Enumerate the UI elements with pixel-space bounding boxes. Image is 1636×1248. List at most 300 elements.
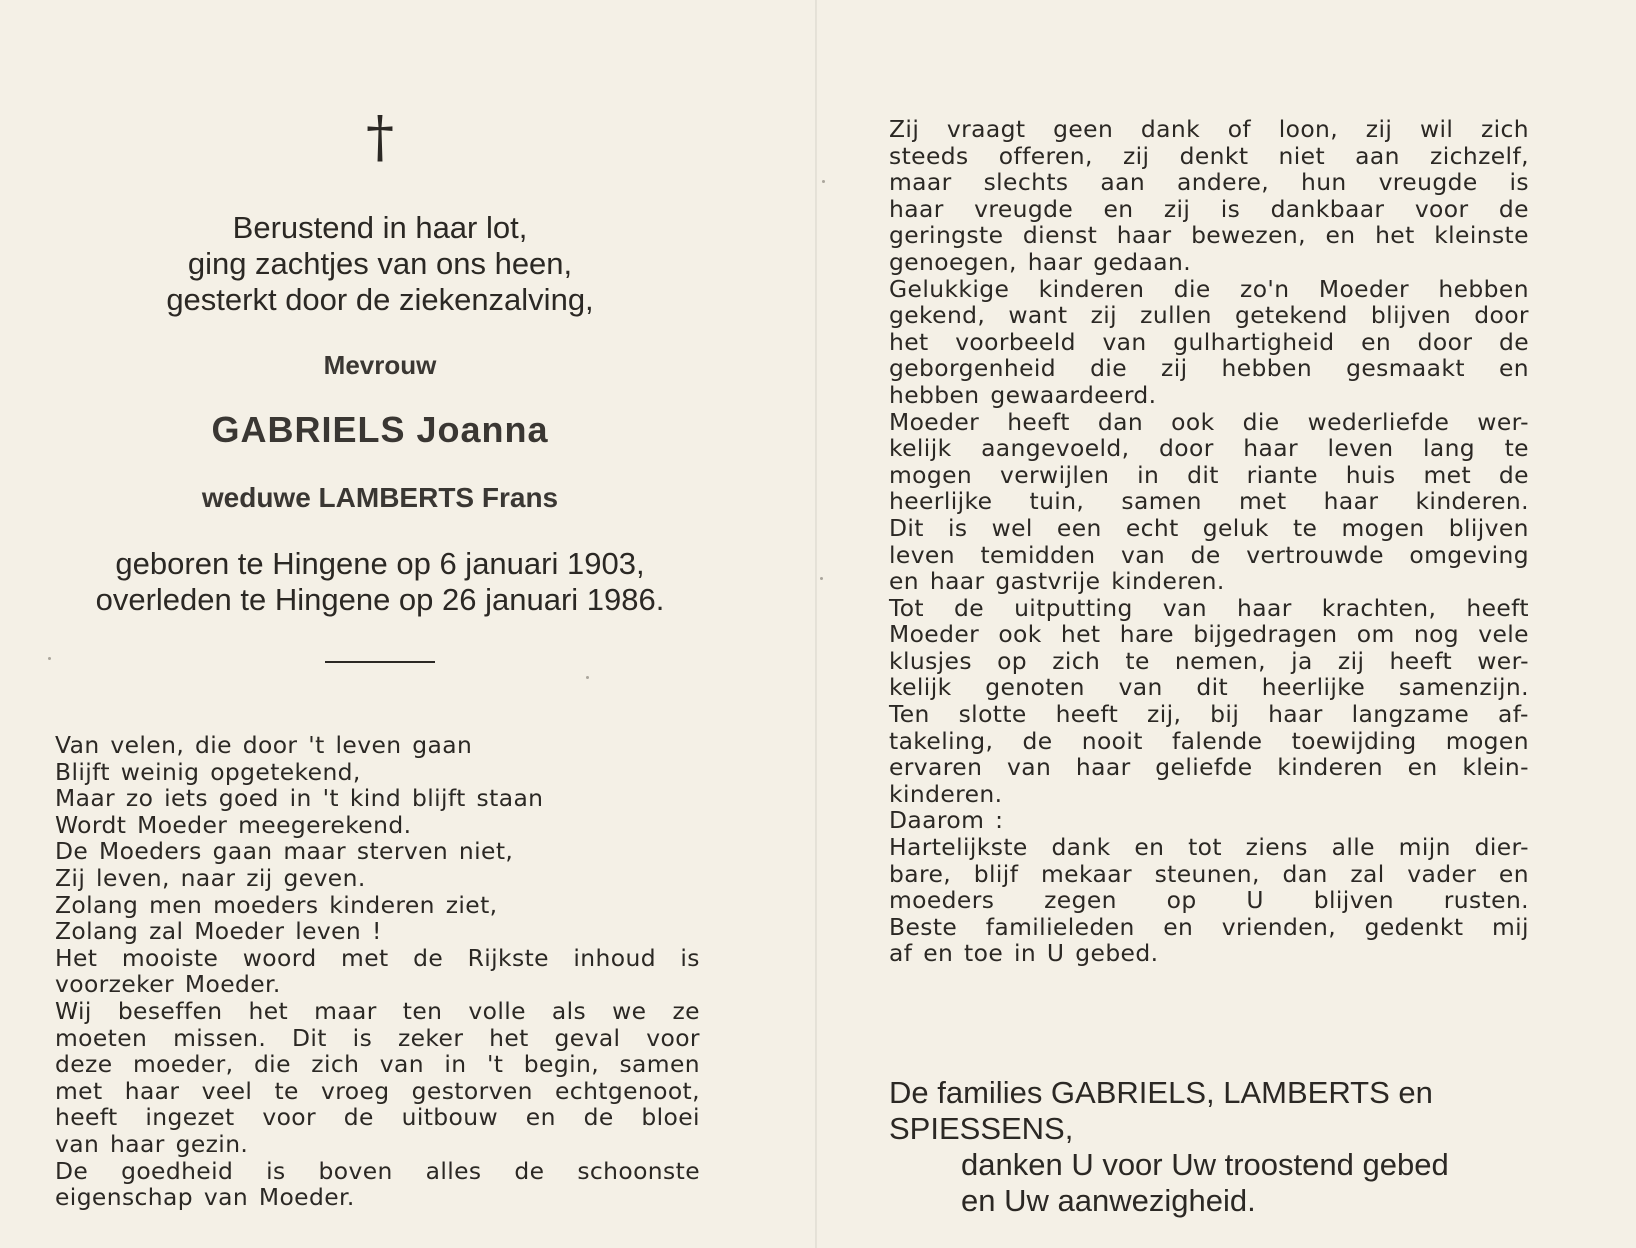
word: is — [266, 1156, 286, 1185]
word: ook — [998, 620, 1042, 649]
word: Hartelijkste — [889, 833, 1028, 862]
text-line — [889, 701, 1529, 728]
word: met — [1239, 487, 1287, 516]
word: mogen — [1445, 726, 1529, 755]
word: aangevoeld, — [981, 434, 1130, 463]
text-line-content: Van velen, die door 't leven gaan — [55, 731, 473, 759]
word: Zij — [889, 115, 920, 143]
word: vader — [1407, 859, 1477, 888]
word: dier- — [1474, 833, 1529, 862]
thanks-line: danken U voor Uw troostend gebed — [961, 1147, 1449, 1182]
text-line — [55, 1104, 700, 1131]
word: takeling, — [889, 726, 994, 755]
text-line-content: van haar gezin. — [55, 1129, 249, 1158]
text-line — [889, 940, 1529, 967]
word: Ten — [889, 700, 930, 729]
word: echtgenoot, — [555, 1076, 700, 1105]
deceased-name: GABRIELS Joanna — [211, 409, 549, 450]
word: heeft — [1466, 593, 1529, 622]
word: 't — [486, 1050, 504, 1079]
text-line — [889, 674, 1529, 701]
word: de — [343, 1103, 374, 1132]
word: denkt — [1179, 141, 1249, 170]
word: Wij — [55, 996, 92, 1025]
text-line — [55, 1158, 700, 1185]
word: blijven — [1448, 513, 1529, 542]
word: ziens — [1245, 833, 1308, 862]
word: mogen — [889, 460, 973, 489]
word: hare — [1119, 620, 1174, 649]
word: familieleden — [985, 912, 1135, 941]
word: kinderen — [1277, 753, 1383, 782]
text-line-content: kinderen. — [889, 779, 1003, 808]
word: af- — [1497, 700, 1529, 729]
word: Dit — [291, 1023, 327, 1052]
word: mooiste — [121, 943, 219, 972]
birth-line: geboren te Hingene op 6 januari 1903, — [115, 546, 645, 581]
text-line — [55, 865, 700, 892]
word: geen — [1053, 115, 1114, 143]
word: samen — [619, 1050, 700, 1079]
text-line — [889, 914, 1529, 941]
text-line-content: Blijft weinig opgetekend, — [55, 757, 361, 786]
word: dit — [1187, 460, 1219, 489]
word: op — [1166, 886, 1197, 915]
word: klein- — [1462, 753, 1529, 782]
word: ook — [1171, 407, 1215, 436]
word: woord — [242, 943, 317, 972]
word: de — [954, 593, 985, 622]
word: en — [1103, 194, 1134, 223]
word: van — [1120, 540, 1166, 569]
thanks-line: en Uw aanwezigheid. — [961, 1183, 1256, 1218]
card-fold — [815, 0, 817, 1248]
text-line — [889, 861, 1529, 888]
word: gedenkt — [1364, 912, 1464, 941]
word: die — [1090, 354, 1127, 383]
word: wel — [991, 513, 1033, 542]
word: heeft — [1055, 700, 1119, 729]
word: dank — [1140, 115, 1201, 143]
word: toewijding — [1291, 726, 1417, 755]
text-line — [55, 812, 700, 839]
word: mogen — [1341, 513, 1425, 542]
word: vele — [1478, 620, 1529, 649]
word: falende — [1172, 726, 1263, 755]
word: Gelukkige — [889, 274, 1010, 303]
text-line — [55, 918, 700, 945]
word: echt — [1125, 513, 1179, 542]
word: riante — [1246, 460, 1318, 489]
word: leven — [889, 540, 955, 569]
word: gestorven — [411, 1076, 533, 1105]
widow-of: weduwe LAMBERTS Frans — [201, 482, 559, 513]
text-line-content: De Moeders gaan maar sterven niet, — [55, 837, 514, 866]
word: Moeder — [1318, 274, 1410, 303]
word: haar — [1075, 753, 1131, 782]
word: mij — [1491, 912, 1529, 941]
text-line — [889, 595, 1529, 622]
word: is — [1509, 168, 1529, 197]
text-line — [889, 382, 1529, 409]
text-line — [889, 621, 1529, 648]
word: bloei — [641, 1103, 700, 1132]
word: hebben — [1221, 354, 1313, 383]
word: het — [1375, 221, 1415, 250]
word: het — [489, 1023, 529, 1052]
word: dit — [1196, 673, 1229, 702]
intro-text — [0, 210, 760, 318]
word: voor — [646, 1023, 700, 1052]
word: vreugde — [974, 194, 1074, 223]
word: heerlijke — [1261, 673, 1366, 702]
word: huis — [1345, 460, 1396, 489]
word: de — [514, 1156, 545, 1185]
text-line — [55, 785, 700, 812]
word: dank — [1051, 833, 1111, 862]
word: om — [1356, 620, 1395, 649]
word: wil — [1419, 115, 1454, 143]
word: nooit — [1081, 726, 1143, 755]
word: zij — [1161, 354, 1188, 383]
word: blijven — [1313, 886, 1394, 915]
thanks-line: SPIESSENS, — [889, 1111, 1074, 1146]
word: heeft — [1007, 407, 1070, 436]
word: bij — [1210, 700, 1240, 729]
word: heeft — [55, 1103, 118, 1132]
word: en — [1361, 327, 1392, 356]
word: ten — [402, 996, 443, 1025]
word: gekend, — [889, 301, 986, 330]
word: of — [1227, 115, 1252, 143]
text-line — [889, 648, 1529, 675]
word: die — [253, 1050, 291, 1079]
word: is — [352, 1023, 373, 1052]
word: uitbouw — [401, 1103, 499, 1132]
text-line-content: eigenschap van Moeder. — [55, 1183, 355, 1212]
word: van — [1118, 673, 1163, 702]
word: geborgenheid — [889, 354, 1057, 383]
word: vreugde — [1378, 168, 1478, 197]
text-line-content: genoegen, haar gedaan. — [889, 247, 1192, 276]
paper-speck — [586, 676, 589, 679]
word: zij — [1337, 646, 1365, 675]
word: schoonste — [577, 1156, 700, 1185]
word: krachten, — [1321, 593, 1437, 622]
word: kleinste — [1434, 221, 1529, 250]
text-line-content: en haar gastvrije kinderen. — [889, 567, 1225, 596]
word: De — [55, 1156, 89, 1185]
text-line — [55, 1051, 700, 1078]
text-line — [889, 302, 1529, 329]
word: boven — [318, 1156, 393, 1185]
paper-speck — [820, 577, 823, 580]
word: wederliefde — [1307, 407, 1450, 436]
word: volle — [468, 996, 526, 1025]
word: van — [1162, 593, 1207, 622]
word: vroeg — [321, 1076, 390, 1105]
word: de — [1498, 194, 1529, 223]
word: dan — [1097, 407, 1144, 436]
word: dienst — [1022, 221, 1098, 250]
text-line — [55, 998, 700, 1025]
word: klusjes — [889, 646, 972, 675]
word: op — [997, 646, 1028, 675]
word: en — [1325, 221, 1356, 250]
word: kinderen — [1038, 274, 1145, 303]
word: en — [1407, 753, 1438, 782]
word: en — [1498, 354, 1529, 383]
word: getekend — [1235, 301, 1348, 330]
word: mekaar — [1040, 859, 1132, 888]
word: en — [1498, 859, 1529, 888]
word: zich — [1052, 646, 1101, 675]
text-line — [889, 409, 1529, 436]
word: van — [1007, 753, 1052, 782]
word: slotte — [958, 700, 1027, 729]
text-line — [889, 488, 1529, 515]
word: van — [1102, 327, 1147, 356]
word: verwijlen — [1000, 460, 1110, 489]
word: en — [1134, 833, 1165, 862]
word: rusten. — [1443, 886, 1529, 915]
word: als — [551, 996, 587, 1025]
text-line-content: af en toe in U gebed. — [889, 939, 1159, 968]
text-line — [889, 462, 1529, 489]
word: samen — [1121, 487, 1202, 516]
word: die — [1173, 274, 1211, 303]
word: ja — [1291, 646, 1313, 675]
word: steeds — [889, 141, 969, 170]
word: die — [1242, 407, 1280, 436]
word: hun — [1300, 168, 1347, 197]
word: steunen, — [1154, 859, 1260, 888]
intro-line: ging zachtjes van ons heen, — [187, 246, 573, 281]
text-line — [889, 435, 1529, 462]
thanks-line: De families GABRIELS, LAMBERTS en — [889, 1075, 1433, 1110]
word: kelijk — [889, 673, 952, 702]
word: lang — [1422, 434, 1476, 463]
word: missen. — [173, 1023, 267, 1052]
word: omgeving — [1409, 540, 1529, 569]
word: de — [583, 1103, 614, 1132]
word: niet — [1278, 141, 1326, 170]
word: vertrouwde — [1246, 540, 1384, 569]
word: mijn — [1398, 833, 1451, 862]
word: want — [1008, 301, 1068, 330]
word: dankbaar — [1270, 194, 1385, 223]
word: tot — [1188, 833, 1222, 862]
word: een — [1056, 513, 1102, 542]
word: maar — [889, 168, 952, 197]
life-dates — [0, 546, 760, 618]
word: de — [1498, 327, 1529, 356]
word: haar — [1116, 221, 1172, 250]
text-line-content: Zolang men moeders kinderen ziet, — [55, 890, 498, 919]
text-line — [55, 1184, 700, 1211]
word: genoten — [985, 673, 1085, 702]
word: moeder, — [132, 1050, 234, 1079]
text-line — [55, 945, 700, 972]
text-line-content: Zij leven, naar zij geven. — [55, 863, 366, 892]
honorific: Mevrouw — [323, 350, 437, 380]
text-line-content: voorzeker Moeder. — [55, 970, 281, 999]
word: offeren, — [998, 141, 1093, 170]
word: vrienden, — [1221, 912, 1337, 941]
text-line — [889, 542, 1529, 569]
text-line-content: Zolang zal Moeder leven ! — [55, 917, 382, 946]
word: andere, — [1176, 168, 1270, 197]
word: maar — [314, 996, 377, 1025]
word: is — [947, 513, 968, 542]
word: bijgedragen — [1193, 620, 1338, 649]
word: haar — [1323, 487, 1379, 516]
word: aan — [1355, 141, 1400, 170]
word: zij — [1365, 115, 1393, 143]
word: zij, — [1147, 700, 1182, 729]
word: het — [1060, 620, 1101, 649]
word: loon, — [1278, 115, 1339, 143]
text-line — [889, 834, 1529, 861]
word: en — [525, 1103, 556, 1132]
word: gesmaakt — [1346, 354, 1465, 383]
word: uitputting — [1014, 593, 1133, 622]
text-line-content: Wordt Moeder meegerekend. — [55, 810, 412, 839]
word: haar — [1237, 593, 1292, 622]
word: alles — [425, 1156, 482, 1185]
text-line — [889, 728, 1529, 755]
word: deze — [55, 1050, 113, 1079]
word: tuin, — [1029, 487, 1085, 516]
word: Beste — [889, 912, 958, 941]
cross-symbol: † — [366, 105, 394, 170]
word: we — [612, 996, 647, 1025]
word: haar — [1243, 434, 1298, 463]
word: zullen — [1140, 301, 1212, 330]
text-line — [889, 249, 1529, 276]
word: zij — [1163, 194, 1191, 223]
word: kelijk — [889, 434, 952, 463]
word: is — [1220, 194, 1241, 223]
word: blijf — [973, 859, 1019, 888]
word: samenzijn. — [1398, 673, 1529, 702]
word: heerlijke — [889, 487, 993, 516]
word: de — [1190, 540, 1221, 569]
word: nemen, — [1174, 646, 1266, 675]
word: blijven — [1370, 301, 1452, 330]
death-line: overleden te Hingene op 26 januari 1986. — [95, 582, 665, 617]
word: nog — [1413, 620, 1460, 649]
word: Dit — [889, 513, 924, 542]
word: te — [1125, 646, 1150, 675]
word: bewezen, — [1191, 221, 1306, 250]
word: vraagt — [946, 115, 1026, 143]
word: zich — [1480, 115, 1529, 143]
word: en — [1163, 912, 1194, 941]
text-line — [55, 971, 700, 998]
word: zij — [1122, 141, 1150, 170]
intro-line: Berustend in haar lot, — [232, 210, 528, 245]
text-line — [55, 1131, 700, 1158]
text-line — [889, 329, 1529, 356]
text-line — [889, 169, 1529, 196]
word: beseffen — [117, 996, 223, 1025]
text-line — [889, 196, 1529, 223]
text-line — [889, 807, 1529, 834]
word: met — [1423, 460, 1472, 489]
word: ze — [672, 996, 700, 1025]
paper-speck — [48, 657, 51, 660]
word: ingezet — [145, 1103, 235, 1132]
word: voorbeeld — [955, 327, 1076, 356]
word: geringste — [889, 221, 1004, 250]
text-line — [55, 1025, 700, 1052]
word: heeft — [1389, 646, 1453, 675]
word: hebben — [1438, 274, 1529, 303]
word: te — [1504, 434, 1529, 463]
word: Moeder — [889, 620, 980, 649]
text-line — [55, 838, 700, 865]
word: geliefde — [1155, 753, 1253, 782]
text-line — [889, 116, 1529, 143]
word: zal — [1350, 859, 1385, 888]
word: Rijkste — [467, 943, 549, 972]
word: begin, — [523, 1050, 600, 1079]
word: U — [1246, 886, 1264, 915]
word: geval — [554, 1023, 621, 1052]
right-text-block — [889, 116, 1529, 967]
word: dan — [1282, 859, 1328, 888]
text-line — [889, 754, 1529, 781]
text-line — [889, 276, 1529, 303]
word: Moeder — [889, 407, 980, 436]
word: voor — [1414, 194, 1469, 223]
word: wer- — [1477, 407, 1529, 436]
word: haar — [889, 194, 944, 223]
text-line — [889, 355, 1529, 382]
word: goedheid — [121, 1156, 234, 1185]
family-thanks — [889, 1075, 1589, 1219]
word: moeten — [55, 1023, 148, 1052]
word: haar — [124, 1076, 180, 1105]
word: de — [1022, 726, 1053, 755]
word: inhoud — [573, 943, 656, 972]
word: het — [248, 996, 289, 1025]
word: bare, — [889, 859, 952, 888]
text-line — [889, 515, 1529, 542]
word: leven — [1327, 434, 1394, 463]
left-text-block — [55, 732, 700, 1211]
word: kinderen. — [1415, 487, 1529, 516]
word: de — [1498, 460, 1529, 489]
text-line — [889, 568, 1529, 595]
word: langzame — [1351, 700, 1470, 729]
word: voor — [262, 1103, 317, 1132]
word: is — [680, 943, 700, 972]
text-line — [55, 892, 700, 919]
word: te — [1292, 513, 1318, 542]
text-line — [889, 222, 1529, 249]
word: door — [1159, 434, 1214, 463]
word: wer- — [1477, 646, 1529, 675]
word: door — [1417, 327, 1473, 356]
word: door — [1474, 301, 1529, 330]
word: te — [274, 1076, 299, 1105]
text-line — [889, 887, 1529, 914]
word: ervaren — [889, 753, 983, 782]
word: zo'n — [1240, 274, 1290, 303]
word: van — [379, 1050, 424, 1079]
